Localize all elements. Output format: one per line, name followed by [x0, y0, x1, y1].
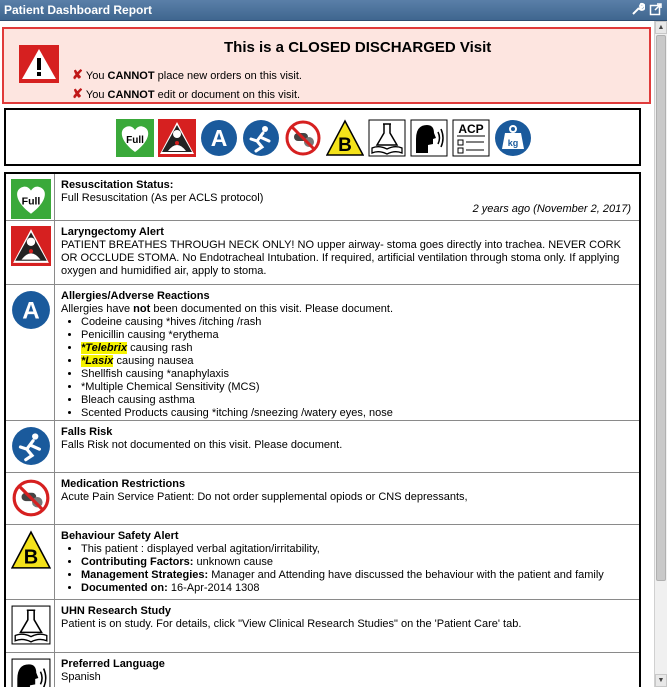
alert-title: Allergies/Adverse Reactions: [61, 290, 210, 302]
warning-icon: [19, 45, 59, 86]
closed-visit-banner: [2, 27, 651, 104]
alert-text: Acute Pain Service Patient: Do not order supplemental opiods or CNS depressants,: [61, 491, 468, 503]
allergy-list: [61, 316, 631, 420]
allergies-alert[interactable]: [6, 285, 639, 421]
svg-text:A: A: [210, 125, 228, 151]
falls-risk-alert[interactable]: [6, 421, 639, 473]
no-edit-message: ✘ You CANNOT edit or document on this visit.: [72, 86, 301, 101]
resuscitation-alert[interactable]: [6, 174, 639, 221]
alert-title: Falls Risk: [61, 426, 113, 438]
svg-text:Full: Full: [126, 135, 144, 146]
laryngectomy-alert[interactable]: [6, 221, 639, 285]
falls-risk-icon: [11, 426, 51, 466]
scroll-up-icon[interactable]: ▲: [655, 21, 667, 34]
alert-icon-strip: [4, 108, 641, 166]
alert-title: Laryngectomy Alert: [61, 226, 164, 238]
list-item: • *Telebrix causing rash: [81, 342, 631, 355]
preferred-language-icon[interactable]: [410, 119, 448, 157]
svg-text:Full: Full: [21, 195, 41, 208]
vertical-scrollbar[interactable]: [654, 21, 667, 687]
alert-title: Preferred Language: [61, 658, 165, 670]
alert-text: Falls Risk not documented on this visit. Please document.: [61, 439, 343, 451]
behaviour-details: [61, 543, 631, 595]
list-item: • Codeine causing *hives /itching /rash: [81, 316, 631, 329]
laryngectomy-icon[interactable]: [158, 119, 196, 157]
list-item: • *Multiple Chemical Sensitivity (MCS): [81, 381, 631, 394]
research-study-icon[interactable]: [368, 119, 406, 157]
closed-visit-headline: This is a CLOSED DISCHARGED Visit: [224, 39, 492, 56]
research-study-icon: [11, 605, 51, 645]
allergies-icon[interactable]: [200, 119, 238, 157]
list-item: • Penicillin causing *erythema: [81, 329, 631, 342]
resuscitation-full-icon: [11, 179, 51, 219]
alert-text: Patient is on study. For details, click "View Clinical Research Studies" on the 'Patient Care' tab.: [61, 618, 522, 630]
no-orders-message: ✘ You CANNOT place new orders on this visit.: [72, 67, 302, 82]
svg-text:ACP: ACP: [458, 122, 484, 136]
svg-text:kg: kg: [507, 138, 519, 148]
svg-text:B: B: [338, 135, 352, 156]
window-title: Patient Dashboard Report: [4, 3, 153, 17]
list-item: • Contributing Factors: unknown cause: [81, 556, 631, 569]
behaviour-alert-icon[interactable]: [326, 119, 364, 157]
list-item: • This patient : displayed verbal agitation/irritability,: [81, 543, 631, 556]
alert-title: Behaviour Safety Alert: [61, 530, 179, 542]
report-content[interactable]: [0, 21, 654, 687]
alert-text: PATIENT BREATHES THROUGH NECK ONLY! NO upper airway- stoma goes directly into trachea. NEVER CORK OR OCCLUDE STOMA. No Endotracheal Intubation. If required, artificial ventilation through stoma only. If applying oxygen and humidified air, apply to stoma.: [61, 239, 621, 277]
window-titlebar: [0, 0, 667, 21]
medication-restriction-alert[interactable]: [6, 473, 639, 525]
list-item: • Shellfish causing *anaphylaxis: [81, 368, 631, 381]
resuscitation-full-icon[interactable]: [116, 119, 154, 157]
preferred-language-alert[interactable]: [6, 653, 639, 687]
x-icon: ✘: [72, 86, 83, 101]
svg-text:A: A: [22, 297, 40, 325]
falls-risk-icon[interactable]: [242, 119, 280, 157]
weight-icon[interactable]: [494, 119, 532, 157]
scroll-down-icon[interactable]: ▼: [655, 674, 667, 687]
preferred-language-icon: [11, 658, 51, 687]
svg-text:B: B: [23, 546, 39, 569]
alert-text: Spanish: [61, 671, 101, 683]
list-item: • Bleach causing asthma: [81, 394, 631, 407]
alert-title: Resuscitation Status:: [61, 179, 174, 191]
research-study-alert[interactable]: [6, 600, 639, 653]
popout-icon[interactable]: [649, 2, 663, 16]
alert-text: Allergies have not been documented on this visit. Please document.: [61, 303, 394, 315]
laryngectomy-icon: [11, 226, 51, 266]
wrench-icon[interactable]: [631, 2, 645, 16]
alert-title: Medication Restrictions: [61, 478, 186, 490]
list-item: • Scented Products causing *itching /sneezing /watery eyes, nose: [81, 407, 631, 420]
list-item: • Documented on: 16-Apr-2014 1308: [81, 582, 631, 595]
alert-date: 2 years ago (November 2, 2017): [472, 203, 631, 215]
acp-icon[interactable]: [452, 119, 490, 157]
list-item: • *Lasix causing nausea: [81, 355, 631, 368]
behaviour-safety-alert[interactable]: [6, 525, 639, 600]
scrollbar-thumb[interactable]: [656, 35, 666, 581]
medication-restriction-icon[interactable]: [284, 119, 322, 157]
x-icon: ✘: [72, 67, 83, 82]
allergies-icon: [11, 290, 51, 330]
alerts-list: [4, 172, 641, 687]
behaviour-alert-icon: [11, 530, 51, 570]
list-item: • Management Strategies: Manager and Attending have discussed the behaviour with the patient and family: [81, 569, 631, 582]
alert-text: Full Resuscitation (As per ACLS protocol): [61, 192, 264, 204]
alert-title: UHN Research Study: [61, 605, 172, 617]
medication-restriction-icon: [11, 478, 51, 518]
